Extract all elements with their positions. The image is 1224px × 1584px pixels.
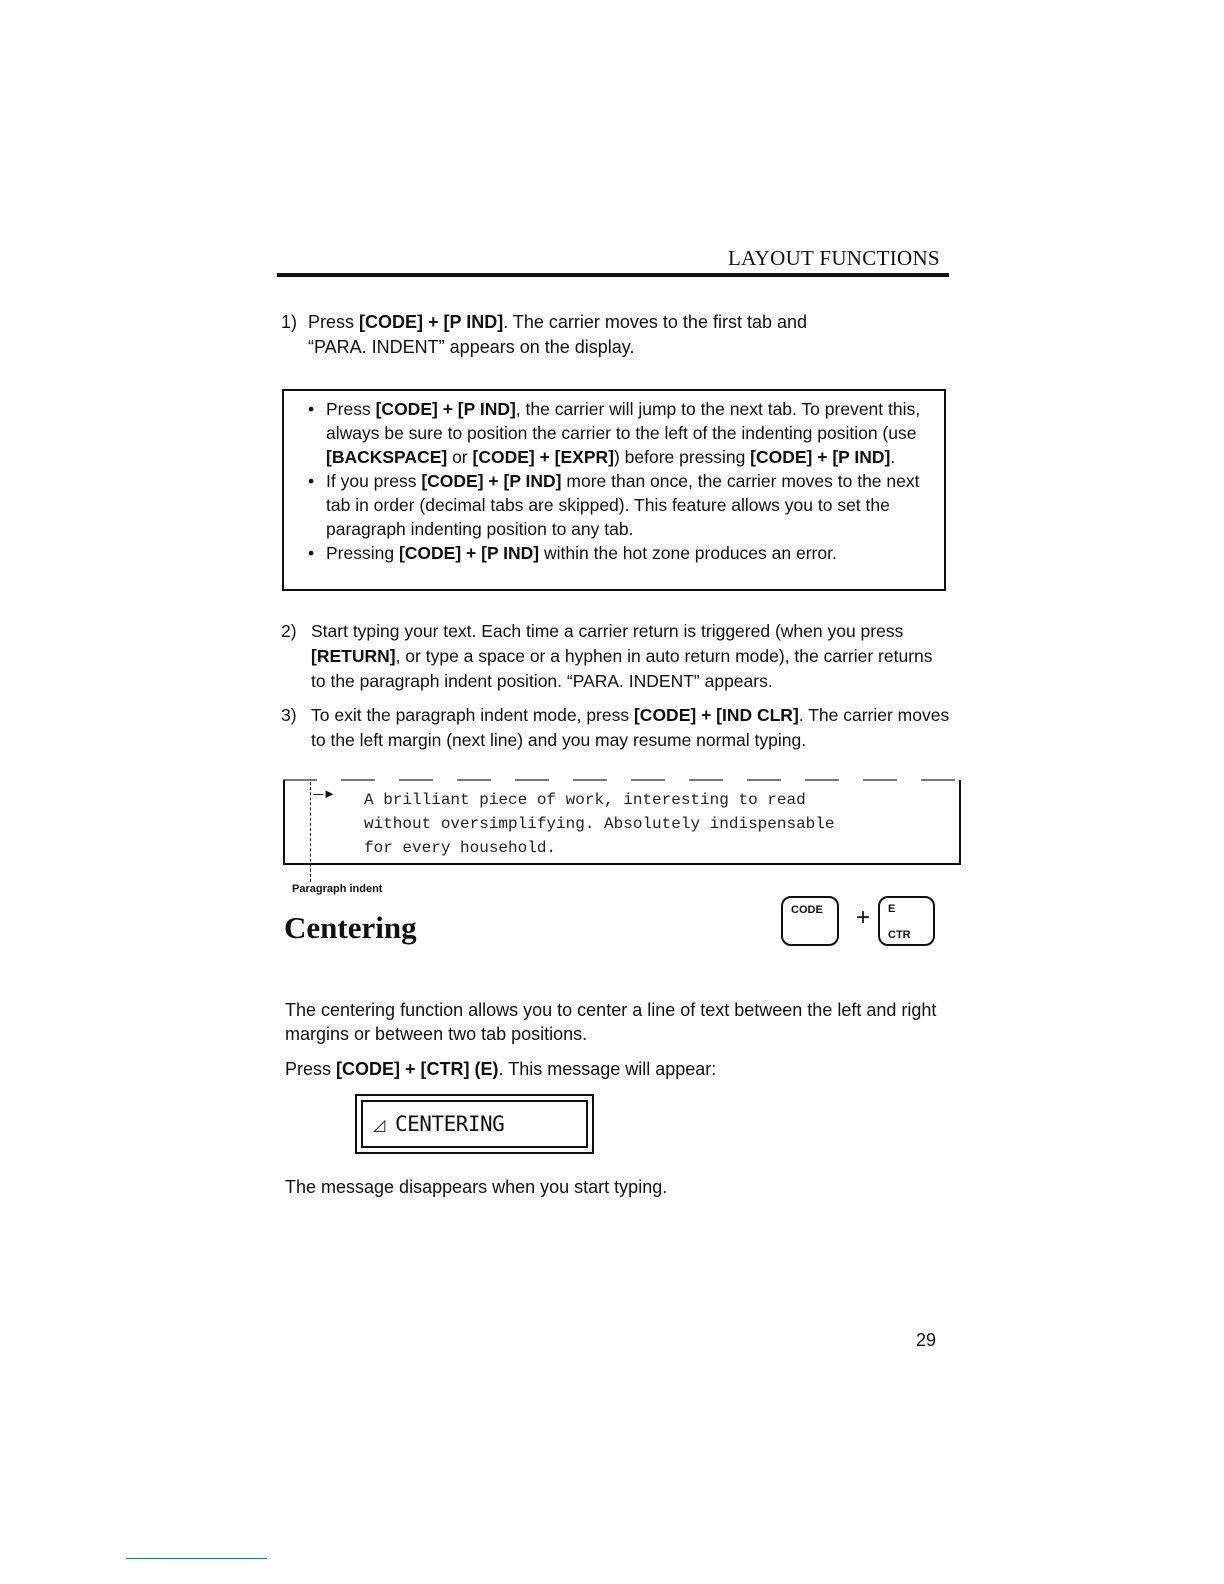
key-p-ind: [P IND]: [443, 312, 504, 332]
bullet-icon: •: [308, 543, 315, 563]
example-line: A brilliant piece of work, interesting to read: [364, 791, 806, 809]
plus-sign: +: [400, 1059, 421, 1079]
ctr-key-icon: [878, 896, 935, 946]
key-code: [CODE]: [633, 705, 697, 725]
text-run: Pressing: [326, 543, 399, 563]
centering-intro: The centering function allows you to center a line of text between the left and right margins or between two tab positions.: [285, 1000, 937, 1044]
text-run: If you press: [326, 471, 422, 491]
step-text: [311, 703, 951, 753]
bullet-icon: •: [308, 471, 315, 491]
text-run: within the hot zone produces an error.: [539, 543, 837, 563]
text-run: Press: [285, 1059, 337, 1079]
text-run: . This message will appear:: [498, 1059, 717, 1079]
text-run: , the carrier will jump to the next tab. To prevent this, always be sure to position the carrier to the left of the indenting position (use: [326, 399, 921, 443]
step-number: 3): [281, 705, 297, 725]
key-label: CODE: [791, 904, 823, 916]
display-message: CENTERING: [395, 1112, 505, 1136]
paragraph-indent-label: Paragraph indent: [292, 883, 383, 895]
notes-box: [282, 389, 946, 591]
plus-sign: +: [437, 399, 458, 419]
key-expr: [EXPR]: [554, 447, 614, 467]
page-number: 29: [916, 1330, 937, 1350]
plus-sign: +: [483, 471, 504, 491]
centering-outro: The message disappears when you start typing.: [285, 1177, 668, 1197]
key-return: [RETURN]: [311, 646, 396, 666]
running-header: LAYOUT FUNCTIONS: [728, 246, 940, 270]
note-item: [284, 397, 922, 469]
notes-list: [284, 391, 944, 565]
example-line: without oversimplifying. Absolutely indispensable: [364, 815, 835, 833]
text-run: more than once, the carrier moves to the next tab in order (decimal tabs are skipped). This feature allows you to set the paragraph indenting position to any tab.: [326, 471, 920, 539]
text-run: , or type a space or a hyphen in auto return mode), the carrier returns to the paragraph indent position. “PARA. INDENT” appears.: [311, 646, 933, 691]
step-text: [311, 619, 951, 694]
text-run: Press: [308, 312, 360, 332]
key-label-bottom: CTR: [888, 929, 911, 941]
key-p-ind: [P IND]: [457, 399, 516, 419]
plus-sign: +: [461, 543, 482, 563]
code-key-icon: [781, 896, 839, 946]
plus-icon: +: [856, 904, 871, 931]
step-1: [281, 310, 951, 360]
indent-arrow-icon: ---►: [313, 786, 335, 801]
text-run: ) before pressing: [613, 447, 751, 467]
bullet-icon: •: [308, 399, 315, 419]
key-code: [CODE]: [359, 312, 424, 332]
key-code: [CODE]: [336, 1059, 401, 1079]
lcd-display-inner: [361, 1100, 588, 1148]
section-title: Centering: [284, 910, 417, 945]
plus-sign: +: [696, 705, 717, 725]
note-item: [284, 541, 922, 565]
centering-indicator-icon: ◿: [373, 1117, 386, 1134]
key-ctr: [CTR]: [420, 1059, 470, 1079]
key-code: [CODE]: [375, 399, 438, 419]
header-rule: [277, 273, 949, 277]
key-p-ind: [P IND]: [503, 471, 562, 491]
text-run: “PARA. INDENT” appears on the display.: [308, 337, 635, 357]
key-code: [CODE]: [472, 447, 535, 467]
key-backspace: [BACKSPACE]: [326, 447, 448, 467]
step-3: [281, 703, 951, 753]
note-item: [284, 469, 922, 541]
key-e: (E): [469, 1059, 499, 1079]
text-run: Press: [326, 399, 376, 419]
step-text: [308, 310, 951, 360]
lcd-display: [355, 1094, 594, 1154]
key-p-ind: [P IND]: [832, 447, 891, 467]
plus-sign: +: [812, 447, 833, 467]
key-code: [CODE]: [398, 543, 462, 563]
text-run: To exit the paragraph indent mode, press: [311, 705, 634, 725]
key-p-ind: [P IND]: [481, 543, 540, 563]
example-line: for every household.: [364, 839, 557, 857]
step-number: 1): [281, 312, 298, 332]
plus-sign: +: [534, 447, 555, 467]
centering-press: [285, 1057, 955, 1081]
example-text: [364, 788, 834, 860]
step-number: 2): [281, 621, 297, 641]
text-run: Start typing your text. Each time a carrier return is triggered (when you press: [311, 621, 904, 641]
step-2: [281, 619, 951, 694]
key-label-top: E: [888, 903, 896, 915]
plus-sign: +: [423, 312, 444, 332]
key-code: [CODE]: [750, 447, 813, 467]
text-run: or: [447, 447, 473, 467]
text-run: .: [890, 447, 896, 467]
key-code: [CODE]: [421, 471, 484, 491]
text-run: . The carrier moves to the left margin (next line) and you may resume normal typing.: [311, 705, 950, 750]
key-ind-clr: [IND CLR]: [716, 705, 799, 725]
bottom-rule: [126, 1558, 267, 1559]
text-run: . The carrier moves to the first tab and: [503, 312, 808, 332]
